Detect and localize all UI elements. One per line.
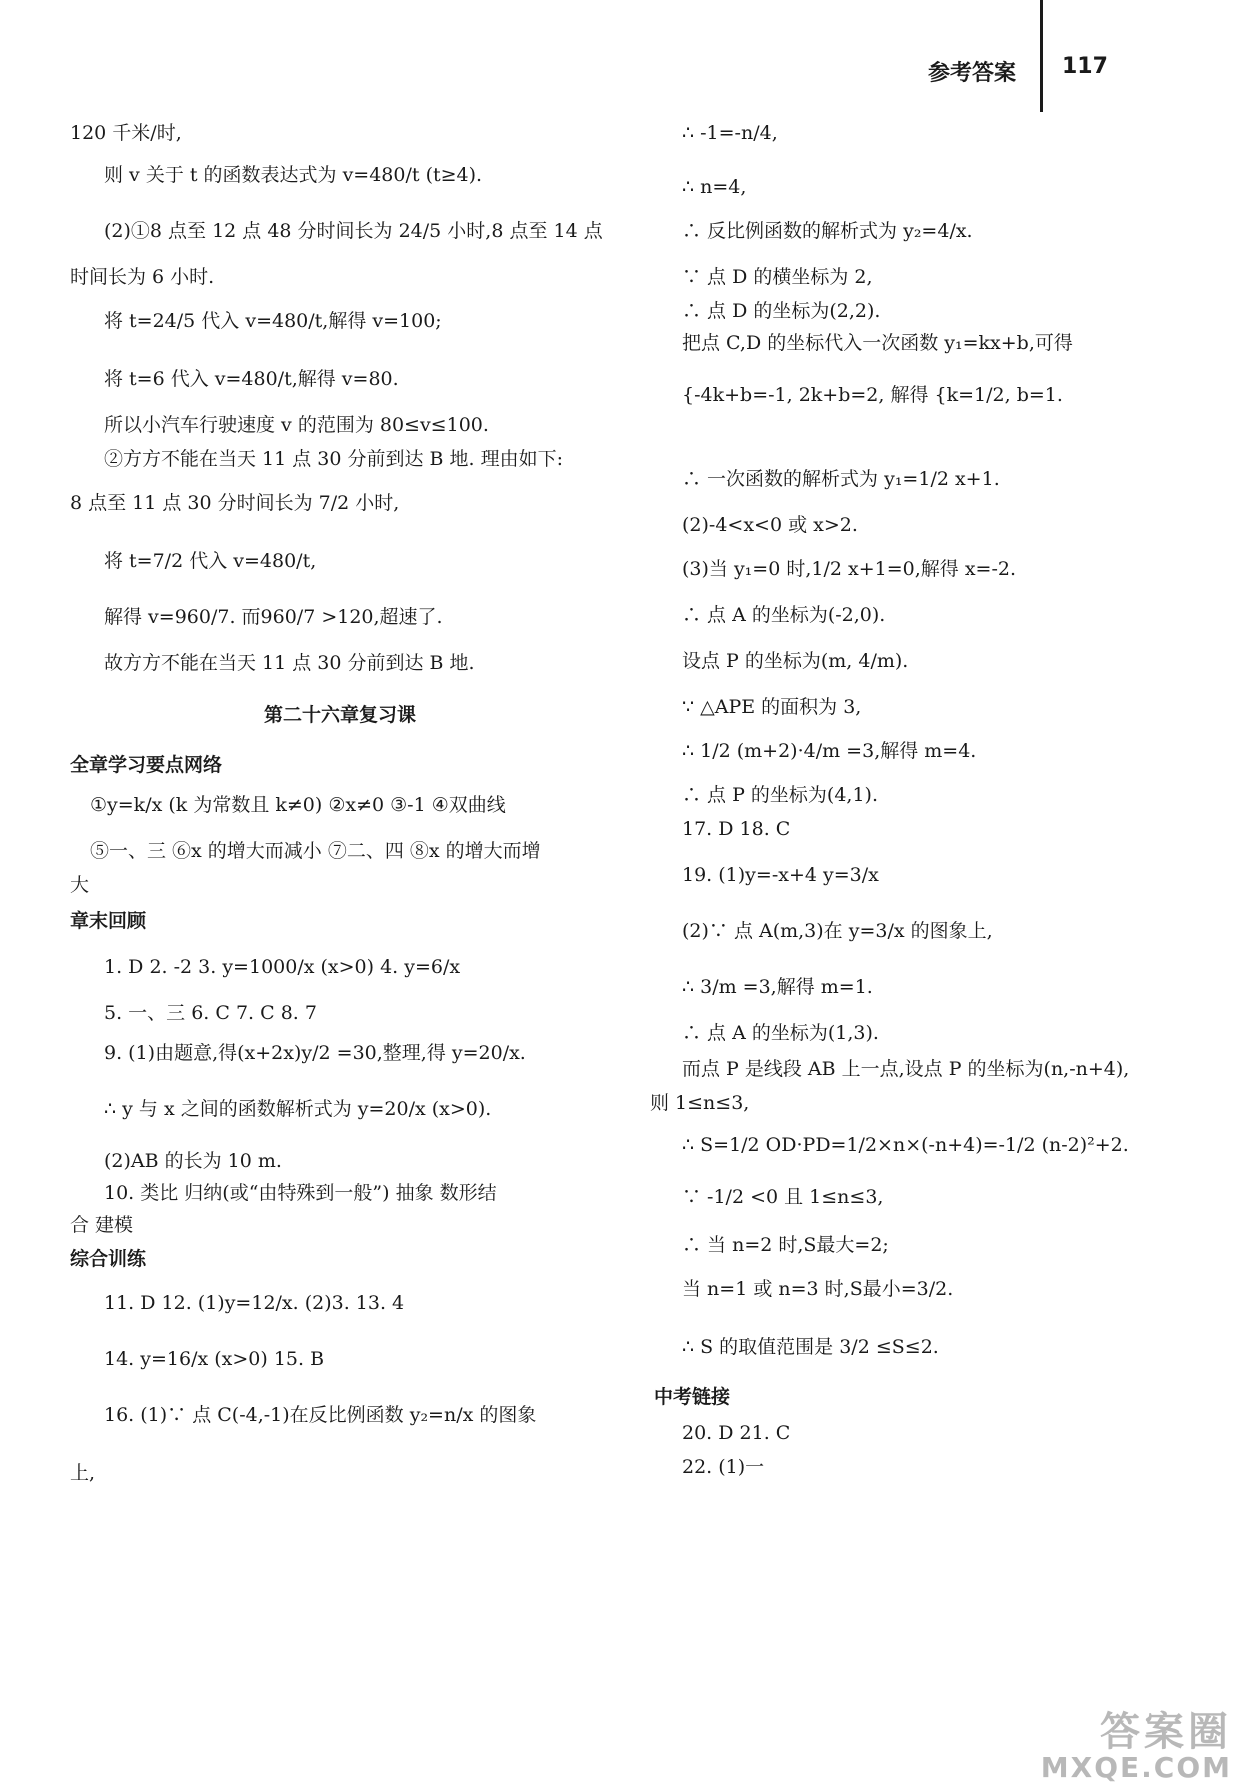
watermark-url: MXQE.COM xyxy=(1040,1751,1232,1784)
header-label: 参考答案 xyxy=(928,61,1017,86)
text-line: 而点 P 是线段 AB 上一点,设点 P 的坐标为(n,-n+4), xyxy=(682,1058,1130,1080)
text-line: ∴ 1/2 (m+2)·4/m =3,解得 m=4. xyxy=(682,740,977,762)
text-line: 20. D 21. C xyxy=(682,1422,791,1444)
text-line: 故方方不能在当天 11 点 30 分前到达 B 地. xyxy=(104,652,475,674)
chapter-title: 第二十六章复习课 xyxy=(263,704,416,726)
text-line: ∴ 3/m =3,解得 m=1. xyxy=(682,976,873,998)
text-line: ①y=k/x (k 为常数且 k≠0) ②x≠0 ③-1 ④双曲线 xyxy=(90,794,506,816)
text-line: 8 点至 11 点 30 分时间长为 7/2 小时, xyxy=(70,492,400,514)
text-line: 19. (1)y=-x+4 y=3/x xyxy=(682,864,879,886)
text-line: ∴ 一次函数的解析式为 y₁=1/2 x+1. xyxy=(682,468,1000,490)
text-line: 所以小汽车行驶速度 v 的范围为 80≤v≤100. xyxy=(104,414,489,436)
text-line: ∴ 点 A 的坐标为(1,3). xyxy=(682,1022,879,1044)
equation-system: {-4k+b=-1, 2k+b=2, 解得 {k=1/2, b=1. xyxy=(682,384,1063,406)
text-line: 22. (1)一 xyxy=(682,1456,765,1478)
text-line: (2)AB 的长为 10 m. xyxy=(104,1150,282,1172)
text-line: 上, xyxy=(70,1462,96,1484)
text-line: (2)∵ 点 A(m,3)在 y=3/x 的图象上, xyxy=(682,920,993,942)
text-line: ∵ -1/2 <0 且 1≤n≤3, xyxy=(682,1186,884,1208)
text-line: ∴ 反比例函数的解析式为 y₂=4/x. xyxy=(682,220,973,242)
text-line: 把点 C,D 的坐标代入一次函数 y₁=kx+b,可得 xyxy=(682,332,1073,354)
text-line: ②方方不能在当天 11 点 30 分前到达 B 地. 理由如下: xyxy=(104,448,564,470)
text-line: ∴ -1=-n/4, xyxy=(682,122,778,144)
text-line: 10. 类比 归纳(或“由特殊到一般”) 抽象 数形结 xyxy=(104,1182,497,1204)
text-line: 9. (1)由题意,得(x+2x)y/2 =30,整理,得 y=20/x. xyxy=(104,1042,526,1064)
text-line: ⑤一、三 ⑥x 的增大而减小 ⑦二、四 ⑧x 的增大而增 xyxy=(90,840,541,862)
text-line: 将 t=6 代入 v=480/t,解得 v=80. xyxy=(104,368,399,390)
header-divider xyxy=(1040,0,1043,112)
text-line: (2)①8 点至 12 点 48 分时间长为 24/5 小时,8 点至 14 点 xyxy=(104,220,603,242)
text-line: 5. 一、三 6. C 7. C 8. 7 xyxy=(104,1002,317,1024)
text-line: 则 v 关于 t 的函数表达式为 v=480/t (t≥4). xyxy=(104,164,483,186)
text-line: (3)当 y₁=0 时,1/2 x+1=0,解得 x=-2. xyxy=(682,558,1017,580)
text-line: ∴ 点 D 的坐标为(2,2). xyxy=(682,300,881,322)
page-number: 117 xyxy=(1062,54,1108,79)
text-line: 当 n=1 或 n=3 时,S最小=3/2. xyxy=(682,1278,954,1300)
watermark-title: 答案圈 xyxy=(1100,1709,1232,1755)
text-line: 时间长为 6 小时. xyxy=(70,266,215,288)
text-line: 将 t=24/5 代入 v=480/t,解得 v=100; xyxy=(104,310,442,332)
text-line: ∴ y 与 x 之间的函数解析式为 y=20/x (x>0). xyxy=(104,1098,492,1120)
text-line: 120 千米/时, xyxy=(70,122,182,144)
section-heading: 综合训练 xyxy=(70,1248,147,1270)
text-line: 合 建模 xyxy=(70,1214,134,1236)
text-line: 大 xyxy=(70,874,90,896)
section-heading: 章末回顾 xyxy=(70,910,147,932)
text-line: 解得 v=960/7. 而960/7 >120,超速了. xyxy=(104,606,443,628)
section-heading: 中考链接 xyxy=(654,1386,731,1408)
text-line: ∴ 点 P 的坐标为(4,1). xyxy=(682,784,878,806)
text-line: 17. D 18. C xyxy=(682,818,791,840)
text-line: 将 t=7/2 代入 v=480/t, xyxy=(104,550,317,572)
page-header xyxy=(928,40,1248,100)
text-line: (2)-4<x<0 或 x>2. xyxy=(682,514,858,536)
text-line: ∵ 点 D 的横坐标为 2, xyxy=(682,266,873,288)
text-line: ∴ S 的取值范围是 3/2 ≤S≤2. xyxy=(682,1336,939,1358)
section-heading: 全章学习要点网络 xyxy=(70,754,223,776)
text-line: ∴ 点 A 的坐标为(-2,0). xyxy=(682,604,886,626)
text-line: ∵ △APE 的面积为 3, xyxy=(682,696,862,718)
text-line: 16. (1)∵ 点 C(-4,-1)在反比例函数 y₂=n/x 的图象 xyxy=(104,1404,537,1426)
watermark-logo xyxy=(1040,1700,1236,1784)
text-line: 14. y=16/x (x>0) 15. B xyxy=(104,1348,325,1370)
text-line: ∴ 当 n=2 时,S最大=2; xyxy=(682,1234,889,1256)
text-line: ∴ S=1/2 OD·PD=1/2×n×(-n+4)=-1/2 (n-2)²+2. xyxy=(682,1134,1129,1156)
text-line: 1. D 2. -2 3. y=1000/x (x>0) 4. y=6/x xyxy=(104,956,461,978)
text-line: 11. D 12. (1)y=12/x. (2)3. 13. 4 xyxy=(104,1292,405,1314)
text-line: 设点 P 的坐标为(m, 4/m). xyxy=(682,650,909,672)
text-line: 则 1≤n≤3, xyxy=(650,1092,750,1114)
text-line: ∴ n=4, xyxy=(682,176,747,198)
